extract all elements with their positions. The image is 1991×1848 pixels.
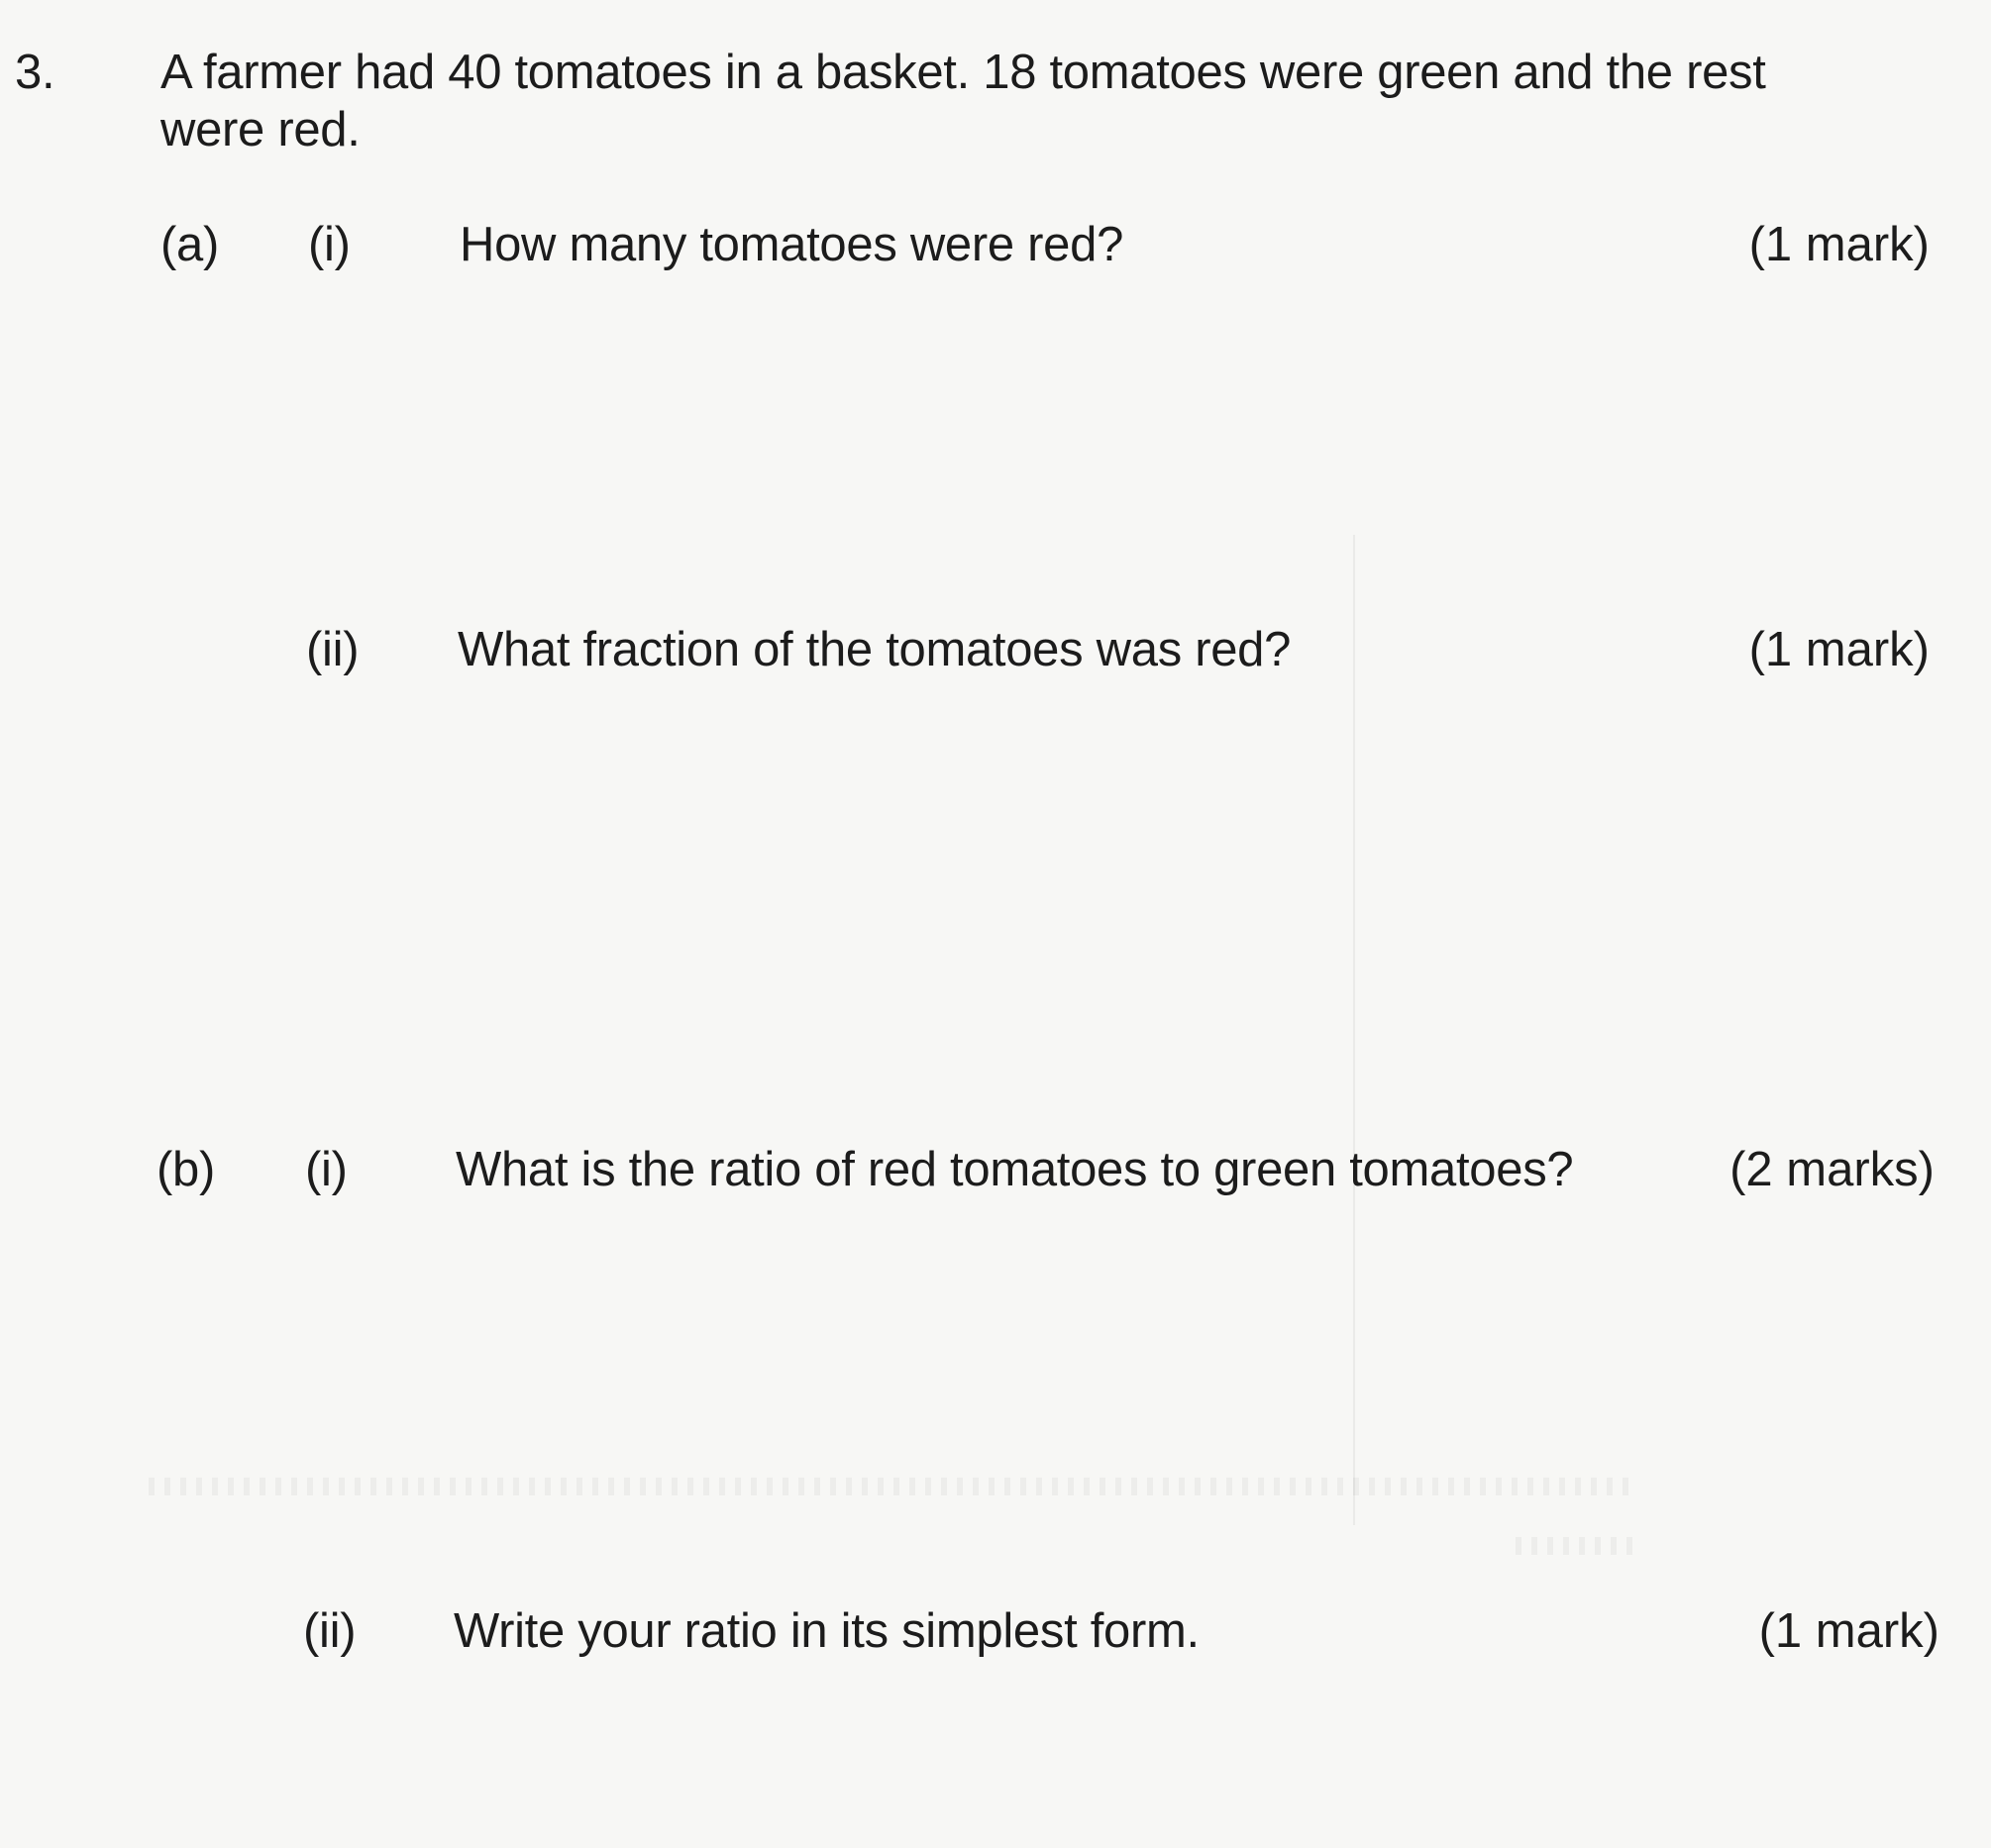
part-b-ii-marks: (1 mark) <box>1758 1604 1939 1658</box>
scan-artifact-smudge <box>149 1478 1634 1495</box>
part-a-i-label: (i) <box>308 218 351 271</box>
part-a-ii-label: (ii) <box>306 623 360 676</box>
part-b-ii-label: (ii) <box>303 1604 357 1658</box>
question-number: 3. <box>15 46 55 99</box>
part-a-ii-text: What fraction of the tomatoes was red? <box>458 623 1292 676</box>
question-stem-line-2: were red. <box>160 103 361 156</box>
part-a-label: (a) <box>160 218 219 271</box>
part-b-i-marks: (2 marks) <box>1729 1143 1935 1196</box>
part-b-ii-text: Write your ratio in its simplest form. <box>454 1604 1200 1658</box>
scan-artifact-smudge <box>1516 1537 1634 1555</box>
part-b-i-text: What is the ratio of red tomatoes to green tomatoes? <box>456 1143 1574 1196</box>
part-a-i-marks: (1 mark) <box>1748 218 1930 271</box>
part-b-i-label: (i) <box>305 1143 348 1196</box>
question-stem-line-1: A farmer had 40 tomatoes in a basket. 18 tomatoes were green and the rest <box>160 46 1766 99</box>
scan-artifact-line <box>1353 535 1355 1525</box>
part-a-ii-marks: (1 mark) <box>1748 623 1930 676</box>
part-b-label: (b) <box>157 1143 215 1196</box>
part-a-i-text: How many tomatoes were red? <box>460 218 1124 271</box>
